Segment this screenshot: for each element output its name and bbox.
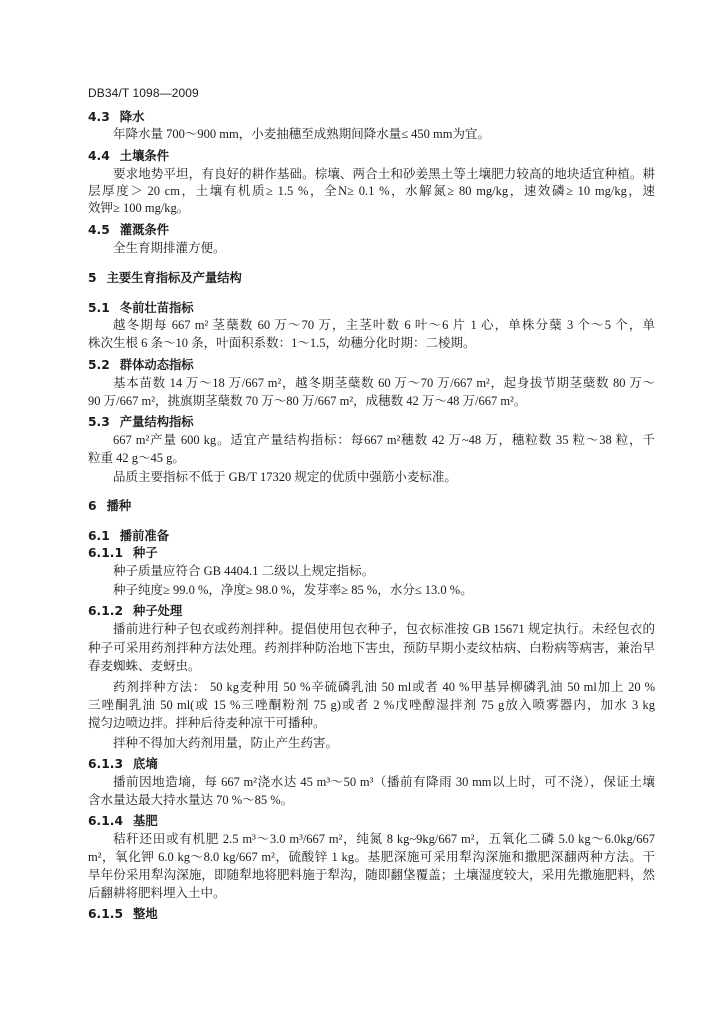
paragraph-line: 播前因地造墒，每 667 m²浇水达 45 m³～50 m³（播前有降雨 30 mm以上时，可不浇），保证土壤	[113, 775, 655, 789]
paragraph-line: 效钾≥ 100 mg/kg。	[88, 201, 190, 215]
paragraph-line: 含水量达最大持水量达 70 %～85 %。	[88, 793, 294, 807]
paragraph-line: 搅匀边喷边拌。拌种后待麦种凉干可播种。	[88, 716, 326, 730]
paragraph-line: 秸秆还田或有机肥 2.5 m³～3.0 m³/667 m²，纯氮 8 kg~9kg/667 m²，五氧化二磷 5.0 kg～6.0kg/667	[113, 832, 655, 846]
paragraph-line: 株次生根 6 条～10 条，叶面积系数：1～1.5，幼穗分化时期：二棱期。	[88, 336, 476, 350]
heading-6-1	[88, 527, 169, 545]
paragraph-line: 年降水量 700～900 mm，小麦抽穗至成熟期间降水量≤ 450 mm为宜。	[113, 127, 491, 141]
paragraph-line: 播前进行种子包衣或药剂拌种。提倡使用包衣种子，包衣标准按 GB 15671 规定执行。未经包衣的	[113, 622, 655, 636]
paragraph-line: 品质主要指标不低于 GB/T 17320 规定的优质中强筋小麦标准。	[113, 470, 457, 484]
paragraph-line: 层厚度＞ 20 cm，土壤有机质≥ 1.5 %，全N≥ 0.1 %，水解氮≥ 80 mg/kg，速效磷≥ 10 mg/kg，速	[88, 184, 655, 198]
heading-number: 6	[88, 499, 97, 513]
heading-5-1	[88, 299, 194, 317]
heading-title: 基肥	[133, 814, 158, 828]
heading-6-1-3	[88, 755, 158, 773]
paragraph-line: 旱年份采用犁沟深施，即随犁地将肥料施于犁沟，随即翻垡覆盖；土壤湿度较大，采用先撒施肥料，然	[88, 868, 655, 882]
paragraph-line: 拌种不得加大药剂用量，防止产生药害。	[113, 736, 339, 750]
paragraph-line: 90 万/667 m²，挑旗期茎蘖数 70 万～80 万/667 m²，成穗数 42 万～48 万/667 m²。	[88, 394, 527, 408]
heading-title: 群体动态指标	[119, 358, 194, 372]
heading-number: 4.4	[88, 149, 110, 163]
heading-title: 整地	[133, 907, 158, 921]
heading-title: 产量结构指标	[119, 415, 194, 429]
paragraph-line: 种子纯度≥ 99.0 %，净度≥ 98.0 %，发芽率≥ 85 %，水分≤ 13.0 %。	[113, 583, 473, 597]
heading-6-1-5	[88, 905, 158, 923]
paragraph-line: 春麦蜘蛛、麦蚜虫。	[88, 659, 201, 673]
paragraph-line: 种子质量应符合 GB 4404.1 二级以上规定指标。	[113, 564, 375, 578]
heading-4-3	[88, 108, 144, 126]
document-code-header: DB34/T 1098—2009	[88, 86, 199, 100]
heading-6-1-2	[88, 602, 182, 620]
heading-number: 5	[88, 271, 97, 285]
heading-title: 播前准备	[119, 529, 169, 543]
heading-title: 种子	[133, 546, 158, 560]
heading-title: 底墒	[133, 757, 158, 771]
heading-6-1-4	[88, 812, 158, 830]
paragraph-line: 要求地势平坦，有良好的耕作基础。棕壤、两合土和砂姜黑土等土壤肥力较高的地块适宜种植。耕	[113, 167, 655, 181]
heading-title: 土壤条件	[119, 149, 169, 163]
heading-4-5	[88, 221, 169, 239]
heading-number: 4.5	[88, 223, 110, 237]
heading-number: 6.1.2	[88, 604, 124, 618]
heading-number: 5.3	[88, 415, 110, 429]
heading-number: 6.1.5	[88, 907, 124, 921]
paragraph-line: 越冬期每 667 m² 茎蘖数 60 万～70 万，主茎叶数 6 叶～6 片 1 心，单株分蘖 3 个～5 个，单	[113, 318, 655, 332]
paragraph-line: 基本苗数 14 万～18 万/667 m²，越冬期茎蘖数 60 万～70 万/667 m²，起身拔节期茎蘖数 80 万～	[113, 376, 655, 390]
heading-5	[88, 269, 242, 287]
paragraph-line: 后翻耕将肥料埋入土中。	[88, 886, 226, 900]
heading-5-3	[88, 413, 194, 431]
heading-title: 降水	[119, 110, 145, 124]
heading-title: 主要生育指标及产量结构	[106, 271, 242, 285]
paragraph-line: m²，氧化钾 6.0 kg～8.0 kg/667 m²，硫酸锌 1 kg。基肥深施可采用犁沟深施和撒肥深翻两种方法。干	[88, 850, 655, 864]
heading-title: 冬前壮苗指标	[119, 301, 194, 315]
heading-title: 灌溉条件	[119, 223, 169, 237]
heading-number: 5.2	[88, 358, 110, 372]
paragraph-line: 粒重 42 g～45 g。	[88, 451, 185, 465]
paragraph-line: 全生育期排灌方便。	[113, 241, 226, 255]
paragraph-line: 种子可采用药剂拌种方法处理。药剂拌种防治地下害虫，预防早期小麦纹枯病、白粉病等病害，兼治早	[88, 641, 655, 655]
paragraph-line: 药剂拌种方法： 50 kg麦种用 50 %辛硫磷乳油 50 ml或者 40 %甲基异柳磷乳油 50 ml加上 20 %	[113, 680, 655, 694]
heading-number: 6.1.4	[88, 814, 124, 828]
paragraph-line: 三唑酮乳油 50 ml(或 15 %三唑酮粉剂 75 g)或者 2 %戊唑醇湿拌剂 75 g放入喷雾器内，加水 3 kg	[88, 698, 655, 712]
heading-6-1-1	[88, 544, 158, 562]
heading-number: 6.1	[88, 529, 110, 543]
heading-number: 5.1	[88, 301, 110, 315]
heading-number: 6.1.3	[88, 757, 124, 771]
heading-4-4	[88, 147, 169, 165]
heading-5-2	[88, 356, 194, 374]
heading-number: 6.1.1	[88, 546, 124, 560]
heading-6	[88, 497, 131, 515]
heading-title: 播种	[106, 499, 132, 513]
heading-number: 4.3	[88, 110, 110, 124]
paragraph-line: 667 m²产量 600 kg。适宜产量结构指标：每667 m²穗数 42 万~48 万，穗粒数 35 粒～38 粒，千	[113, 433, 655, 447]
heading-title: 种子处理	[133, 604, 183, 618]
